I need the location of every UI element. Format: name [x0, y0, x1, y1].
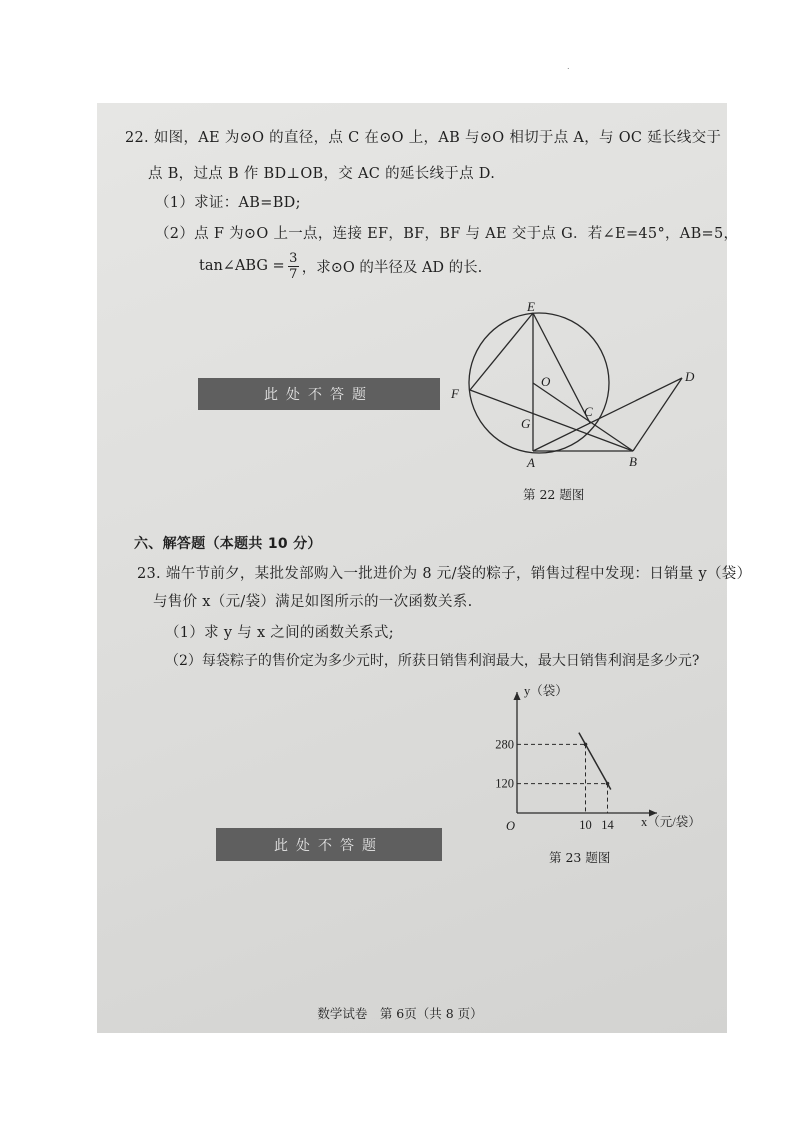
label-o: O — [541, 374, 551, 389]
q23-part2: （2）每袋粽子的售价定为多少元时，所获日销售利润最大，最大日销售利润是多少元? — [165, 653, 700, 669]
q22-tan-prefix: tan∠ABG = — [199, 258, 285, 274]
q22-part1: （1）求证：AB=BD; — [155, 195, 301, 211]
label-e: E — [527, 299, 535, 314]
label-d: D — [685, 369, 695, 384]
q22-fraction — [288, 251, 299, 282]
origin-label: O — [506, 819, 516, 833]
y-tick-120: 120 — [495, 776, 514, 791]
q22-caption: 第 22 题图 — [523, 487, 585, 502]
label-b: B — [629, 454, 637, 469]
q22-line2: 点 B，过点 B 作 BD⊥OB，交 AC 的延长线于点 D. — [148, 166, 496, 182]
q23-part1: （1）求 y 与 x 之间的函数关系式; — [165, 625, 394, 641]
q23-line1: 23. 端午节前夕，某批发部购入一批进价为 8 元/袋的粽子，销售过程中发现：日销量 y（袋） — [137, 566, 752, 582]
y-axis-label: y（袋） — [524, 684, 568, 698]
q22-part2: （2）点 F 为⊙O 上一点，连接 EF，BF，BF 与 AE 交于点 G．若∠E=45°，AB=5， — [155, 226, 739, 242]
q22-frac-numerator: 3 — [289, 250, 298, 266]
q22-line1: 22. 如图，AE 为⊙O 的直径，点 C 在⊙O 上，AB 与⊙O 相切于点 A，与 OC 延长线交于 — [125, 130, 722, 146]
label-g: G — [521, 416, 531, 431]
x-axis-label: x（元/袋） — [641, 815, 701, 829]
q22-no-answer-box: 此处不答题 — [198, 378, 440, 410]
top-dot: . — [567, 62, 570, 71]
q22-tan-line — [199, 246, 482, 286]
q23-line2: 与售价 x（元/袋）满足如图所示的一次函数关系. — [153, 594, 473, 610]
q23-no-answer-box: 此处不答题 — [216, 828, 442, 861]
label-f: F — [451, 386, 459, 401]
section6-heading: 六、解答题（本题共 10 分） — [134, 536, 322, 552]
q22-tan-suffix: ，求⊙O 的半径及 AD 的长. — [301, 259, 483, 276]
q23-caption: 第 23 题图 — [549, 850, 611, 865]
q22-frac-denominator: 7 — [289, 266, 298, 282]
label-a: A — [527, 455, 535, 470]
page-footer: 数学试卷 第 6页（共 8 页） — [317, 1006, 483, 1021]
x-tick-10: 10 — [579, 818, 592, 832]
y-tick-280: 280 — [495, 737, 514, 752]
x-tick-14: 14 — [601, 818, 614, 832]
label-c: C — [584, 404, 593, 419]
